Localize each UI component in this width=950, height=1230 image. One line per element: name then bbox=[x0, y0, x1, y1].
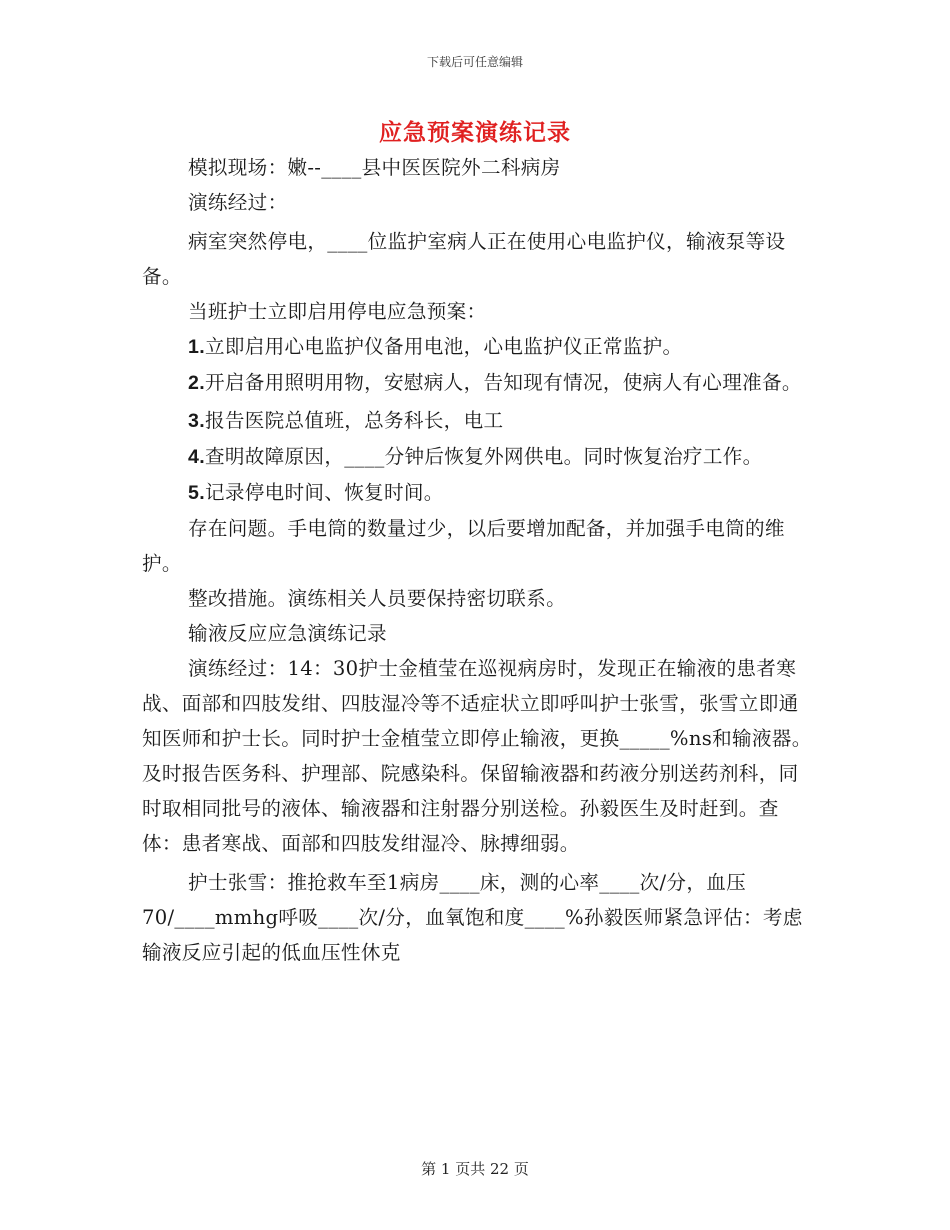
paragraph-process-heading: 演练经过： bbox=[188, 191, 288, 214]
section-heading-infusion: 输液反应应急演练记录 bbox=[188, 622, 387, 645]
step-text: 记录停电时间、恢复时间。 bbox=[204, 481, 444, 504]
step-item bbox=[142, 475, 812, 511]
header-note: 下载后可任意编辑 bbox=[426, 55, 523, 69]
paragraph-scene: 模拟现场：嫩--____县中医医院外二科病房 bbox=[188, 156, 561, 179]
paragraph-power-outage: 病室突然停电，____位监护室病人正在使用心电监护仪，输液泵等设备。 bbox=[142, 230, 786, 288]
paragraph-plan-start: 当班护士立即启用停电应急预案： bbox=[188, 300, 487, 323]
paragraph-measures: 整改措施。演练相关人员要保持密切联系。 bbox=[188, 587, 566, 610]
paragraph-problems: 存在问题。手电筒的数量过少，以后要增加配备，并加强手电筒的维护。 bbox=[142, 517, 785, 575]
step-item bbox=[142, 365, 812, 401]
step-text: 报告医院总值班，总务科长，电工 bbox=[204, 409, 504, 432]
step-text: 查明故障原因，____分钟后恢复外网供电。同时恢复治疗工作。 bbox=[204, 445, 763, 468]
step-number: 1. bbox=[188, 336, 205, 358]
step-item bbox=[142, 403, 812, 439]
step-number: 4. bbox=[188, 446, 205, 468]
paragraph-infusion-process: 演练经过：14：30护士金植莹在巡视病房时，发现正在输液的患者寒战、面部和四肢发绀、四肢湿冷等不适症状立即呼叫护士张雪，张雪立即通知医师和护士长。同时护士金植莹立即停止输液，更换_____%ns和输液器。及时报告医务科、护理部、院感染科。保留输液器和药液分别送药剂科，同时取相同批号的液体、输液器和注射器分别送检。孙毅医生及时赶到。查体：患者寒战、面部和四肢发绀湿冷、脉搏细弱。 bbox=[142, 657, 812, 855]
page-footer: 第 1 页共 22 页 bbox=[421, 1160, 529, 1178]
step-item bbox=[142, 439, 812, 475]
step-text: 开启备用照明用物，安慰病人，告知现有情况，使病人有心理准备。 bbox=[204, 371, 802, 394]
document-body bbox=[142, 150, 812, 970]
document-title: 应急预案演练记录 bbox=[379, 119, 571, 146]
step-number: 3. bbox=[188, 410, 205, 432]
paragraph-nurse-report: 护士张雪：推抢救车至1病房____床，测的心率____次/分，血压70/____mmhg呼吸____次/分，血氧饱和度____%孙毅医师紧急评估：考虑输液反应引起的低血压性休克 bbox=[142, 871, 803, 964]
step-number: 2. bbox=[188, 372, 205, 394]
step-text: 立即启用心电监护仪备用电池，心电监护仪正常监护。 bbox=[204, 335, 683, 358]
step-number: 5. bbox=[188, 482, 205, 504]
step-item bbox=[142, 329, 812, 365]
